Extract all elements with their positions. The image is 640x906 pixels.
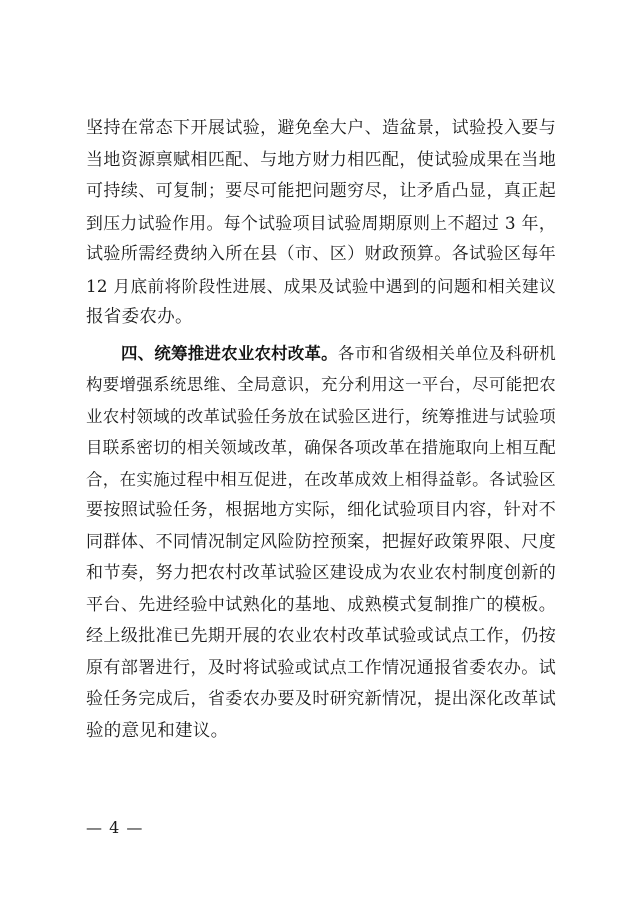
page-number: — 4 —	[86, 818, 144, 837]
text-line: 12 月底前将阶段性进展、成果及试验中遇到的问题和相关建议	[86, 276, 556, 296]
document-body	[86, 113, 556, 747]
text-line: 要按照试验任务，根据地方实际，细化试验项目内容，针对不	[86, 500, 556, 520]
text-line: 坚持在常态下开展试验，避免垒大户、造盆景，试验投入要与	[86, 118, 556, 138]
text-line: 验任务完成后，省委农办要及时研究新情况，提出深化改革试	[86, 689, 556, 709]
paragraph-2	[86, 338, 556, 748]
text-line: 平台、先进经验中试熟化的基地、成熟模式复制推广的模板。	[86, 594, 556, 615]
text-line: 原有部署进行，及时将试验或试点工作情况通报省委农办。试	[86, 657, 556, 678]
text-line: 报省委农办。	[86, 307, 193, 327]
paragraph-1	[86, 113, 556, 334]
text-line: 可持续、可复制；要尽可能把问题穷尽，让矛盾凸显，真正起	[86, 181, 556, 201]
text-line-first	[86, 338, 556, 370]
text-line: 同群体、不同情况制定风险防控预案，把握好政策界限、尺度	[86, 531, 556, 552]
text-line: 到压力试验作用。每个试验项目试验周期原则上不超过 3 年，	[86, 212, 556, 233]
heading-line-rest: 各市和省级相关单位及科研机	[337, 343, 556, 363]
text-line: 和节奏，努力把农村改革试验区建设成为农业农村制度创新的	[86, 563, 556, 583]
text-line: 经上级批准已先期开展的农业农村改革试验或试点工作，仍按	[86, 626, 556, 646]
text-line: 合，在实施过程中相互促进，在改革成效上相得益彰。各试验区	[86, 469, 556, 489]
text-line: 业农村领域的改革试验任务放在试验区进行，统筹推进与试验项	[86, 406, 556, 426]
text-line: 验的意见和建议。	[86, 720, 229, 741]
text-line: 当地资源禀赋相匹配、与地方财力相匹配，使试验成果在当地	[86, 149, 556, 170]
text-line: 试验所需经费纳入所在县（市、区）财政预算。各试验区每年	[86, 244, 556, 264]
text-line: 目联系密切的相关领域改革，确保各项改革在措施取向上相互配	[86, 438, 556, 457]
text-line: 构要增强系统思维、全局意识，充分利用这一平台，尽可能把农	[86, 375, 556, 394]
section-heading: 四、统筹推进农业农村改革。	[121, 343, 338, 363]
